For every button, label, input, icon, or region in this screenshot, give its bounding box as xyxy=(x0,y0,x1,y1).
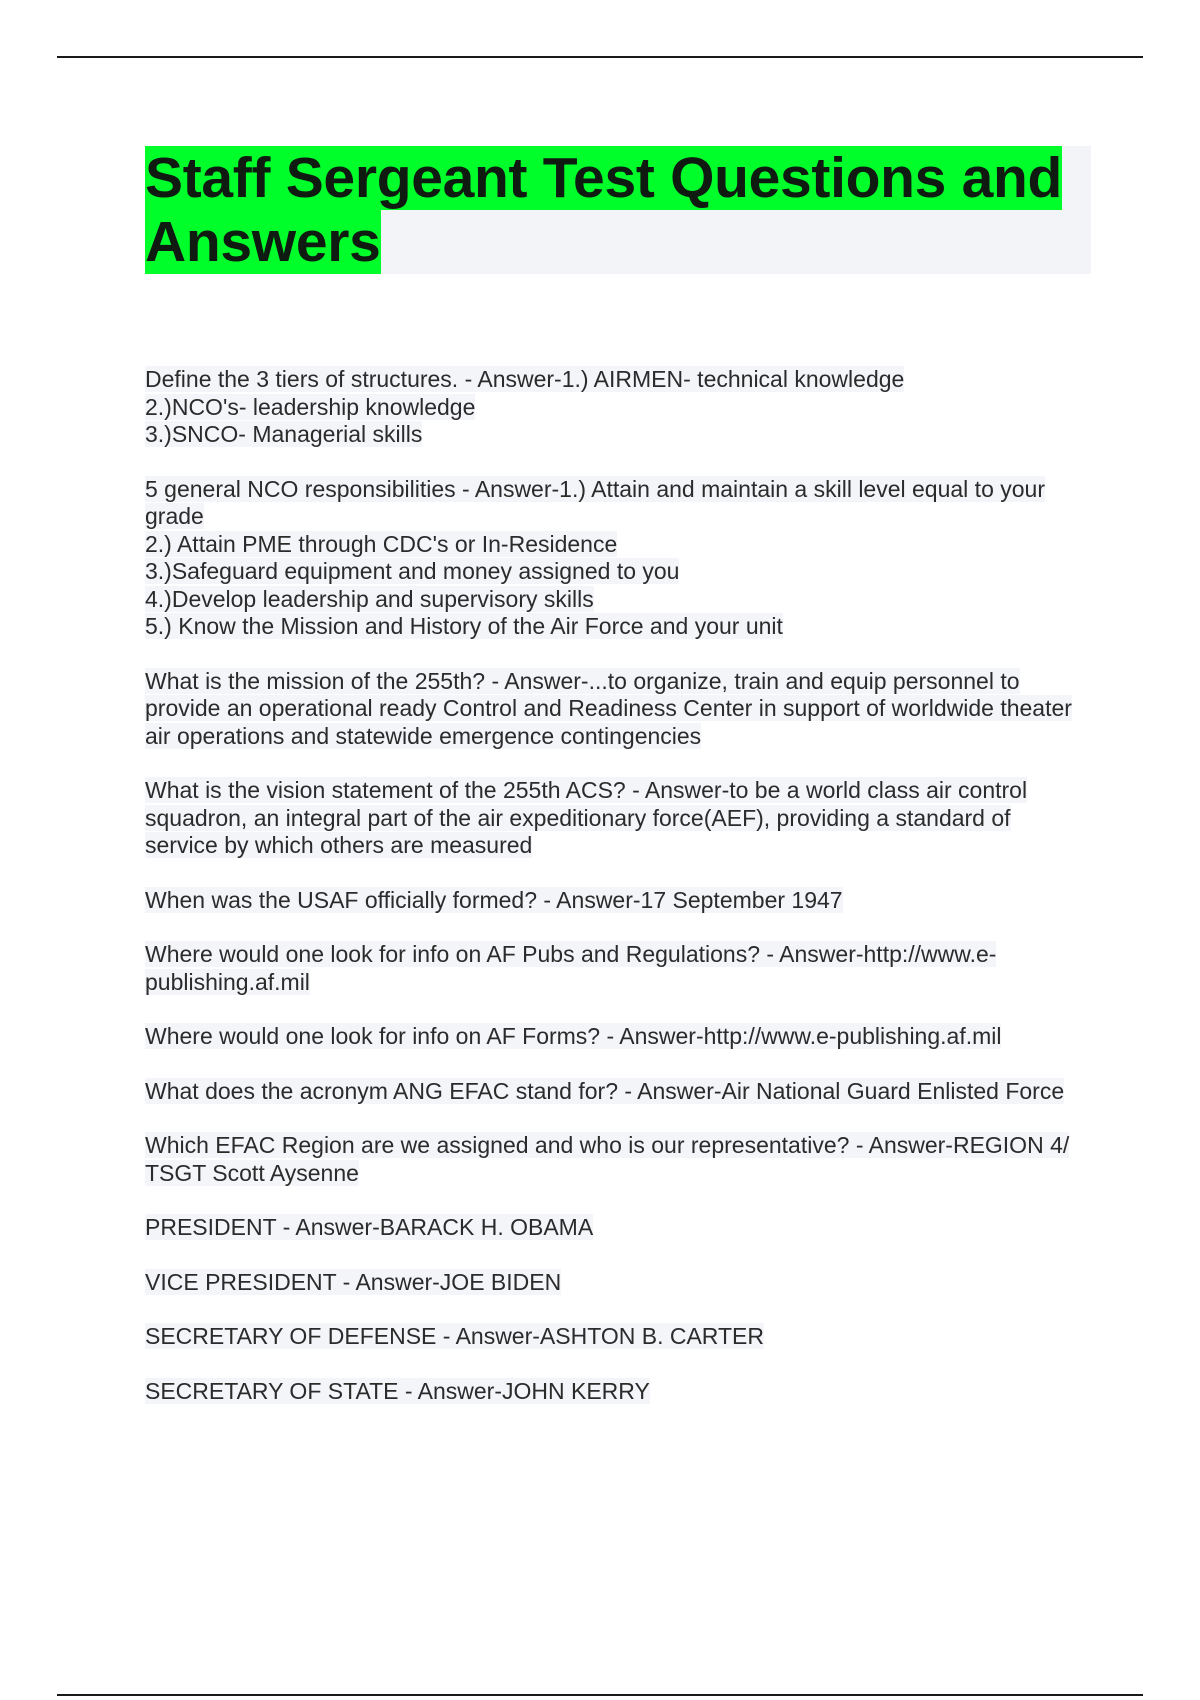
qa-item xyxy=(145,668,1085,751)
qa-list xyxy=(145,366,1085,1432)
qa-text: Define the 3 tiers of structures. - Answer-1.) AIRMEN- technical knowledge xyxy=(145,366,905,392)
qa-text: What is the vision statement of the 255th ACS? - Answer-to be a world class air control squadron, an integral part of the air expeditionary force(AEF), providing a standard of service by which others are measured xyxy=(145,777,1028,858)
qa-continuation: 4.)Develop leadership and supervisory skills xyxy=(145,585,594,612)
title-block xyxy=(145,146,1091,274)
qa-item xyxy=(145,366,1085,449)
top-divider xyxy=(57,56,1143,58)
qa-item xyxy=(145,1269,1085,1297)
qa-text: PRESIDENT - Answer-BARACK H. OBAMA xyxy=(145,1214,594,1240)
qa-text: Which EFAC Region are we assigned and who is our representative? - Answer-REGION 4/ TSGT Scott Aysenne xyxy=(145,1132,1070,1186)
qa-continuation: 5.) Know the Mission and History of the Air Force and your unit xyxy=(145,613,783,639)
qa-item xyxy=(145,1378,1085,1406)
qa-item xyxy=(145,1023,1085,1051)
qa-text: What does the acronym ANG EFAC stand for? - Answer-Air National Guard Enlisted Force xyxy=(145,1077,1065,1104)
qa-item xyxy=(145,777,1085,860)
qa-continuation: 3.)SNCO- Managerial skills xyxy=(145,421,423,447)
qa-text: What is the mission of the 255th? - Answer-...to organize, train and equip personnel to provide an operational ready Control and Readiness Center in support of worldwide theater air operations and statewide emergence contingencies xyxy=(145,667,1072,749)
qa-continuation: 2.) Attain PME through CDC's or In-Residence xyxy=(145,530,618,557)
qa-item xyxy=(145,1078,1085,1106)
qa-item xyxy=(145,1214,1085,1242)
qa-text: Where would one look for info on AF Forms? - Answer-http://www.e-publishing.af.mil xyxy=(145,1023,1002,1049)
qa-continuation: 2.)NCO's- leadership knowledge xyxy=(145,393,476,420)
qa-item xyxy=(145,941,1085,996)
qa-text: SECRETARY OF STATE - Answer-JOHN KERRY xyxy=(145,1377,650,1404)
qa-item xyxy=(145,476,1085,641)
qa-continuation: 3.)Safeguard equipment and money assigned to you xyxy=(145,558,680,584)
page-title-text: Staff Sergeant Test Questions and Answers xyxy=(145,146,1063,274)
page-title xyxy=(145,146,1091,274)
qa-item xyxy=(145,1323,1085,1351)
qa-item xyxy=(145,887,1085,915)
qa-text: VICE PRESIDENT - Answer-JOE BIDEN xyxy=(145,1268,562,1295)
qa-text: 5 general NCO responsibilities - Answer-1.) Attain and maintain a skill level equal to your grade xyxy=(145,475,1045,529)
qa-text: SECRETARY OF DEFENSE - Answer-ASHTON B. CARTER xyxy=(145,1323,765,1349)
qa-item xyxy=(145,1132,1085,1187)
qa-text: Where would one look for info on AF Pubs and Regulations? - Answer-http://www.e-publishing.af.mil xyxy=(145,941,997,995)
bottom-divider xyxy=(57,1694,1143,1696)
qa-text: When was the USAF officially formed? - Answer-17 September 1947 xyxy=(145,886,843,913)
